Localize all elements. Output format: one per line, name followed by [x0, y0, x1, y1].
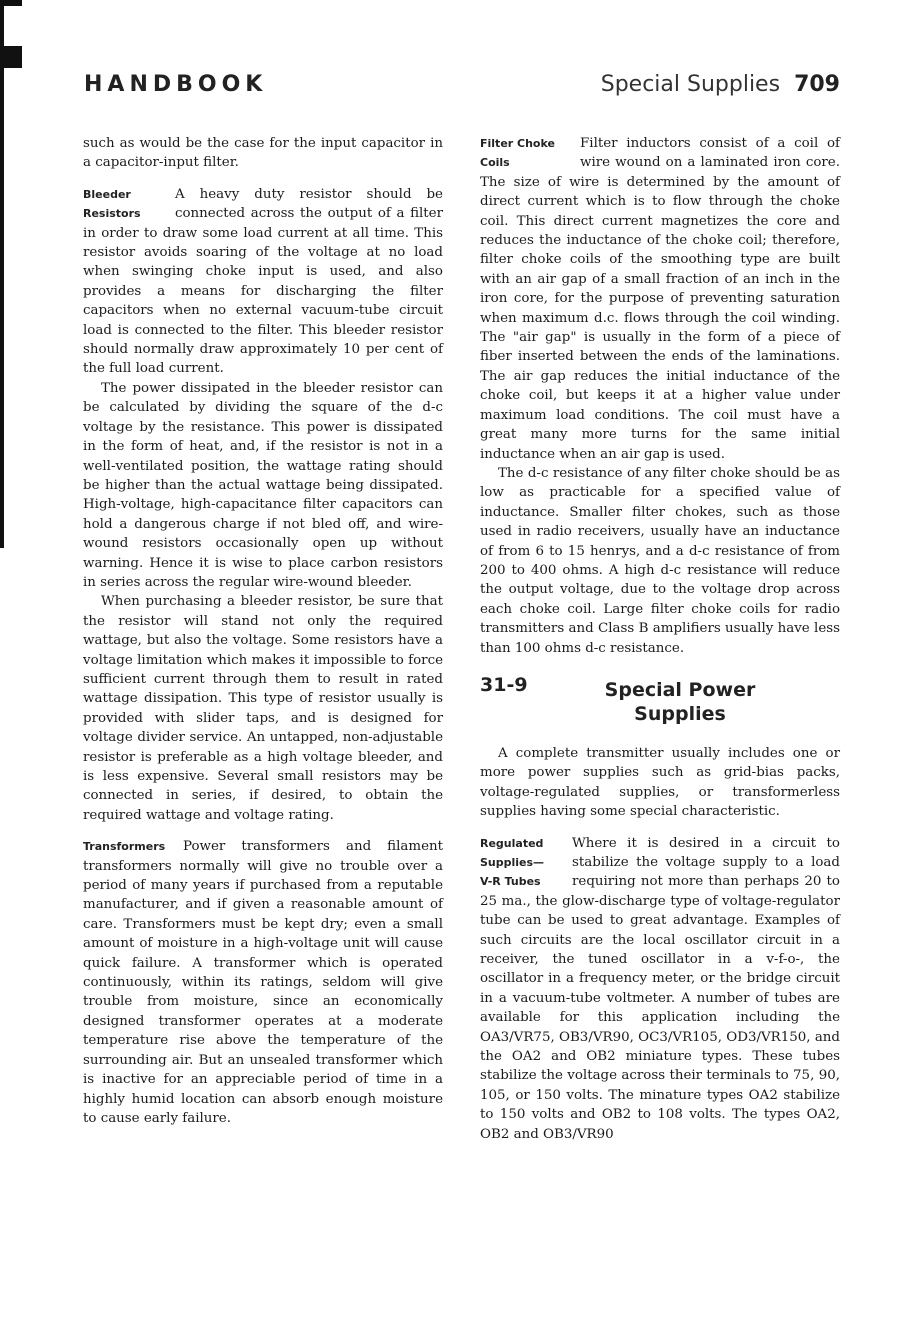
paragraph-regulated: Where it is desired in a circuit to stabilize the voltage supply to a load requiring not more than perhaps 20 to 25 ma., the glow-discharge type of voltage-regulator tube can be used to great advantage. Examples of such circuits are the local oscillator circuit in a receiver, the tuned oscillator in a v-f-o-, the oscillator in a frequency meter, or the bridge circuit in a vacuum-tube voltmeter. A number of tubes are available for this application including the OA3/VR75, OB3/VR90, OC3/VR105, OD3/VR150, and the OA2 and OB2 miniature types. These tubes stabilize the voltage across their terminals to 75, 90, 105, or 150 volts. The minature types OA2 stabilize to 150 volts and OB2 to 108 volts. The types OA2, OB2 and OB3/VR90 [480, 835, 840, 1142]
section-number: 31-9 [480, 673, 528, 696]
section-title [601, 72, 840, 97]
book-title: HANDBOOK [84, 72, 268, 97]
paragraph-intro: such as would be the case for the input capacitor in a capacitor-input filter. [83, 136, 443, 171]
sidehead-line: Supplies— [480, 856, 545, 869]
paragraph-transformers: Power transformers and filament transformers normally will give no trouble over a period of many years if purchased from a reputable manufacturer, and if given a reasonable amount of care. Transformers must be kept dry; even a small amount of moisture in a high-voltage unit will cause quick failure. A transformer which is operated continuously, within its ratings, seldom will give trouble from moisture, since an economically designed transformer operates at a moderate temperature rise above the temperature of the surrounding air. But an unsealed transformer which is inactive for an appreciable period of time in a highly humid location can absorb enough moisture to cause early failure. [83, 839, 443, 1126]
right-column [480, 134, 840, 1144]
running-header [84, 72, 840, 106]
page-edge-bar [0, 0, 4, 548]
sidehead-line: Bleeder [83, 187, 131, 201]
transformers-block [83, 837, 443, 1128]
sidehead-line: Regulated [480, 836, 544, 850]
sidehead-line: Coils [480, 156, 510, 170]
section-heading [480, 673, 840, 728]
page-edge-tab [0, 46, 22, 68]
paragraph-complete-transmitter: A complete transmitter usually includes one or more power supplies such as grid-bias packs, voltage-regulated supplies, or transformerless supplies having some special characteristic. [480, 745, 840, 820]
paragraph-dc-resistance: The d-c resistance of any filter choke should be as low as practicable for a specified value of inductance. Smaller filter chokes, such as those used in radio receivers, usually have an inductance of from 6 to 15 henrys, and a d-c resistance of from 200 to 400 ohms. A high d-c resistance will reduce the output voltage, due to the voltage drop across each choke coil. Large filter choke coils for radio transmitters and Class B amplifiers usually have less than 100 ohms d-c resistance. [480, 465, 840, 656]
page-number: 709 [794, 72, 840, 97]
left-column [83, 134, 443, 1128]
section-name: Special Supplies [600, 72, 781, 97]
sidehead-line: Resistors [83, 207, 141, 221]
sidehead-line: V-R Tubes [480, 875, 541, 889]
section-heading-title: Special Power Supplies [604, 678, 756, 725]
paragraph-power: The power dissipated in the bleeder resistor can be calculated by dividing the square of the d-c voltage by the resistance. This power is dissipated in the form of heat, and, if the resistor is not in a well-ventilated position, the wattage rating should be higher than the actual wattage being dissipated. High-voltage, high-capacitance filter capacitors can hold a dangerous charge if not bled off, and wire-wound resistors occasionally open up without warning. Hence it is wise to place carbon resistors in series across the regular wire-wound bleeder. [83, 380, 443, 590]
regulated-block [480, 834, 840, 1145]
paragraph-bleeder: A heavy duty resistor should be connected across the output of a filter in order to draw some load current at all time. This resistor avoids soaring of the voltage at no load when swinging choke input is used, and also provides a means for discharging the filter capacitors when no external vacuum-tube circuit load is connected to the filter. This bleeder resistor should normally draw approximately 10 per cent of the full load current. [83, 186, 443, 377]
paragraph-purchase: When purchasing a bleeder resistor, be sure that the resistor will stand not only the required wattage, but also the voltage. Some resistors have a voltage limitation which makes it impossible to force sufficient current through them to result in rated wattage dissipation. This type of resistor usually is provided with slider taps, and is designed for voltage divider service. An untapped, non-adjustable resistor is preferable as a high voltage bleeder, and is less expensive. Several small resistors may be connected in series, if desired, to obtain the required wattage and voltage rating. [83, 594, 443, 823]
sidehead-regulated [480, 834, 566, 892]
sidehead-line: Filter Choke [480, 137, 555, 150]
bleeder-block [83, 185, 443, 379]
paragraph-choke: Filter inductors consist of a coil of wire wound on a laminated iron core. The size of wire is determined by the amount of direct current which is to flow through the choke coil. This direct current magnetizes the core and reduces the inductance of the choke coil; therefore, filter choke coils of the smoothing type are built with an air gap of a small fraction of an inch in the iron core, for the purpose of preventing saturation when maximum d.c. flows through the coil winding. The "air gap" is usually in the form of a piece of fiber inserted between the ends of the laminations. The air gap reduces the initial inductance of the choke coil, but keeps it at a higher value under maximum load conditions. The coil must have a great many more turns for the same initial inductance when an air gap is used. [480, 136, 840, 462]
sidehead-bleeder [83, 185, 169, 224]
choke-block [480, 134, 840, 464]
sidehead-transformers [83, 837, 177, 856]
page-edge-tab [0, 0, 22, 6]
sidehead-line: Transformers [83, 840, 166, 854]
sidehead-filter-choke [480, 134, 574, 173]
